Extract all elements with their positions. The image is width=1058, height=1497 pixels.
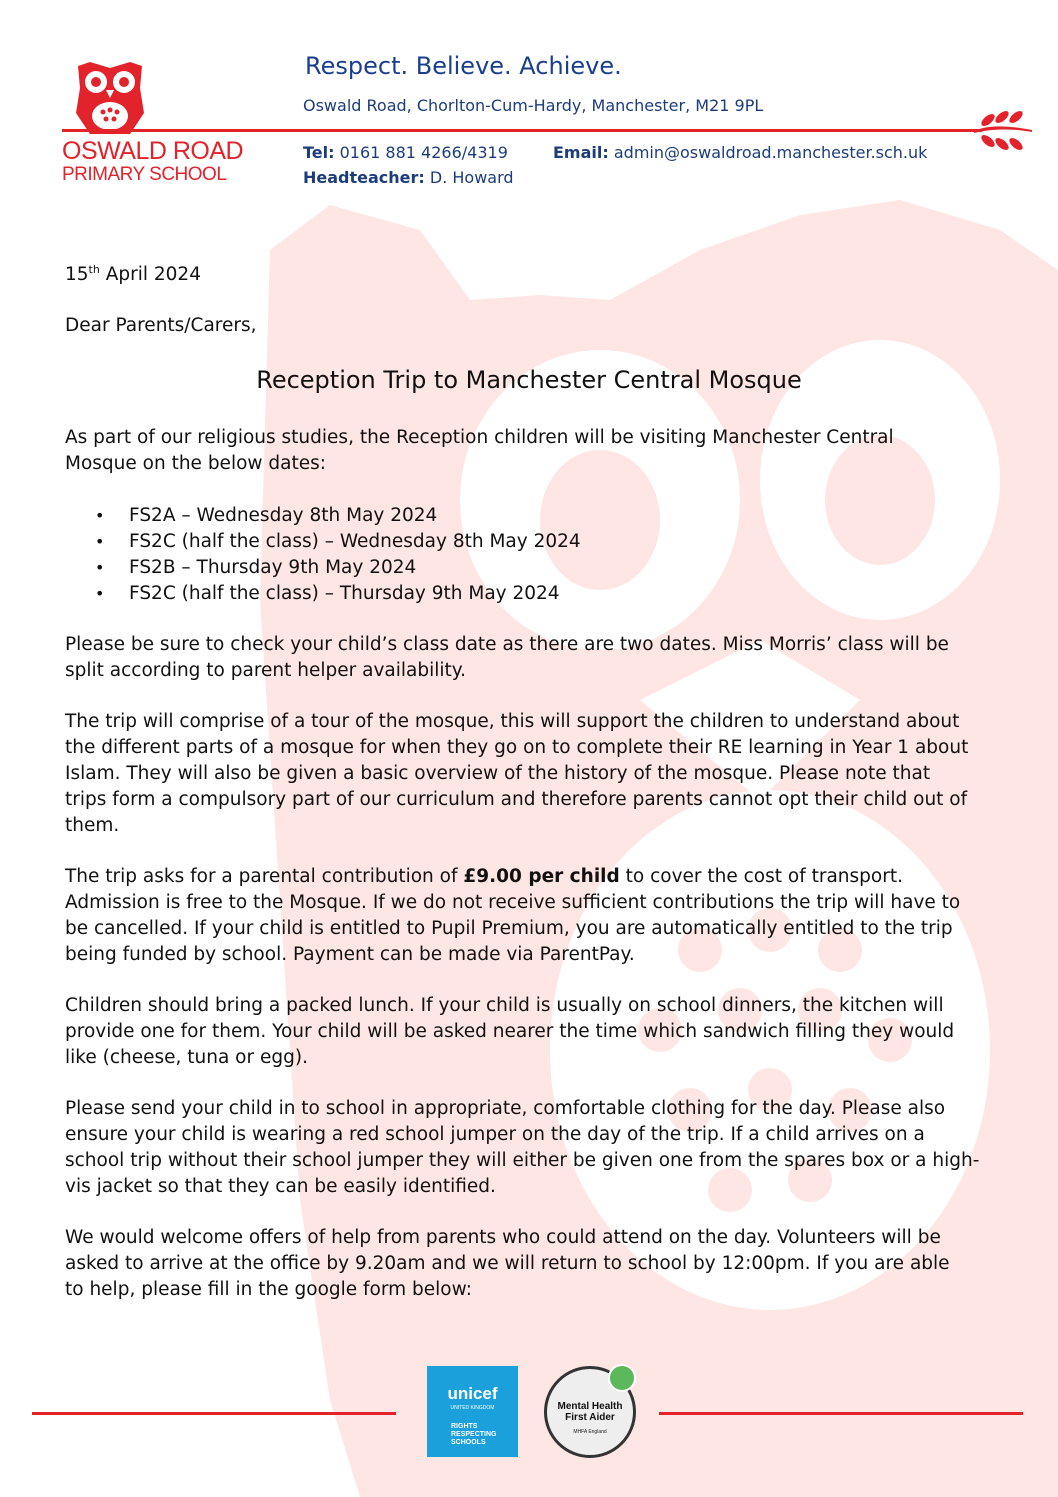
unicef-rrs: RIGHTS RESPECTING SCHOOLS: [451, 1423, 497, 1446]
greeting: Dear Parents/Carers,: [65, 315, 257, 336]
contribution-text-start: The trip asks for a parental contribution of: [65, 866, 464, 887]
volunteers-paragraph: We would welcome offers of help from parents who could attend on the day. Volunteers will be asked to arrive at the office by 9.20am and we will return to school by 12:00pm. If you are able to help, please fill in the google form below:: [65, 1227, 950, 1300]
date-rest: April 2024: [99, 264, 201, 285]
trip-description-paragraph: The trip will comprise of a tour of the mosque, this will support the children to understand about the different parts of a mosque for when they go on to complete their RE learning in Year 1 about Islam. They will also be given a basic overview of the history of the mosque. Please note that trips form a compulsory part of our curriculum and therefore parents cannot opt their child out of them.: [65, 711, 969, 836]
date-day: 15: [65, 264, 89, 285]
telephone: [303, 143, 508, 162]
mhfa-logo-icon: [608, 1364, 636, 1392]
email-label: Email:: [553, 143, 609, 162]
school-name-line2: PRIMARY SCHOOL: [62, 164, 227, 185]
date-suffix: th: [88, 262, 100, 276]
list-item: • FS2A – Wednesday 8th May 2024: [65, 503, 581, 529]
school-name-line1: OSWALD ROAD: [62, 137, 244, 165]
clothing-paragraph: Please send your child in to school in appropriate, comfortable clothing for the day. Please also ensure your child is wearing a red school jumper on the day of the trip. If a child arrives on a school trip without their school jumper they will either be given one from the spares box or a high-vis jacket so that they can be easily identified.: [65, 1098, 980, 1197]
headteacher: [303, 168, 514, 187]
lunch-paragraph: Children should bring a packed lunch. If your child is usually on school dinners, the kitchen will provide one for them. Your child will be asked nearer the time which sandwich filling they would like (cheese, tuna or egg).: [65, 995, 955, 1068]
unicef-name: unicef: [447, 1384, 498, 1403]
contribution-amount: £9.00 per child: [463, 866, 620, 887]
mhfa-badge: [544, 1366, 634, 1456]
letter-date: [65, 262, 201, 288]
footer-divider-left: [32, 1412, 396, 1415]
email: [553, 143, 927, 162]
unicef-rrs-badge: [427, 1366, 518, 1457]
mhfa-org: MHFA England: [573, 1429, 607, 1435]
class-date-paragraph: Please be sure to check your child’s class date as there are two dates. Miss Morris’ class will be split according to parent helper availability.: [65, 634, 949, 681]
school-name: [62, 138, 262, 186]
mhfa-title: Mental Health First Aider: [557, 1401, 623, 1423]
owl-icon: [70, 58, 150, 138]
school-address: Oswald Road, Chorlton-Cum-Hardy, Manchester, M21 9PL: [303, 96, 764, 115]
tel-label: Tel:: [303, 143, 335, 162]
footer-divider-right: [659, 1412, 1023, 1415]
header-divider: [62, 129, 982, 132]
school-motto: Respect. Believe. Achieve.: [305, 52, 622, 80]
list-item: • FS2C (half the class) – Wednesday 8th May 2024: [65, 529, 581, 555]
intro-paragraph: As part of our religious studies, the Reception children will be visiting Manchester Central Mosque on the below dates:: [65, 427, 894, 474]
tel-value: 0161 881 4266/4319: [339, 143, 508, 162]
contribution-text-end: to cover the cost of transport. Admission is free to the Mosque. If we do not receive sufficient contributions the trip will have to be cancelled. If your child is entitled to Pupil Premium, you are automatically entitled to the trip being funded by school. Payment can be made via ParentPay.: [65, 866, 961, 965]
school-logo: [62, 58, 262, 193]
contribution-paragraph: [65, 864, 975, 968]
laurel-leaf-icon: [970, 104, 1034, 154]
list-item: • FS2B – Thursday 9th May 2024: [65, 555, 581, 581]
letter-title: Reception Trip to Manchester Central Mosque: [256, 366, 802, 394]
headteacher-label: Headteacher:: [303, 168, 425, 187]
trip-dates-list: [65, 503, 581, 607]
unicef-country: UNITED KINGDOM: [450, 1405, 495, 1411]
list-item: • FS2C (half the class) – Thursday 9th May 2024: [65, 581, 581, 607]
email-value[interactable]: admin@oswaldroad.manchester.sch.uk: [613, 143, 928, 162]
headteacher-value: D. Howard: [429, 168, 514, 187]
